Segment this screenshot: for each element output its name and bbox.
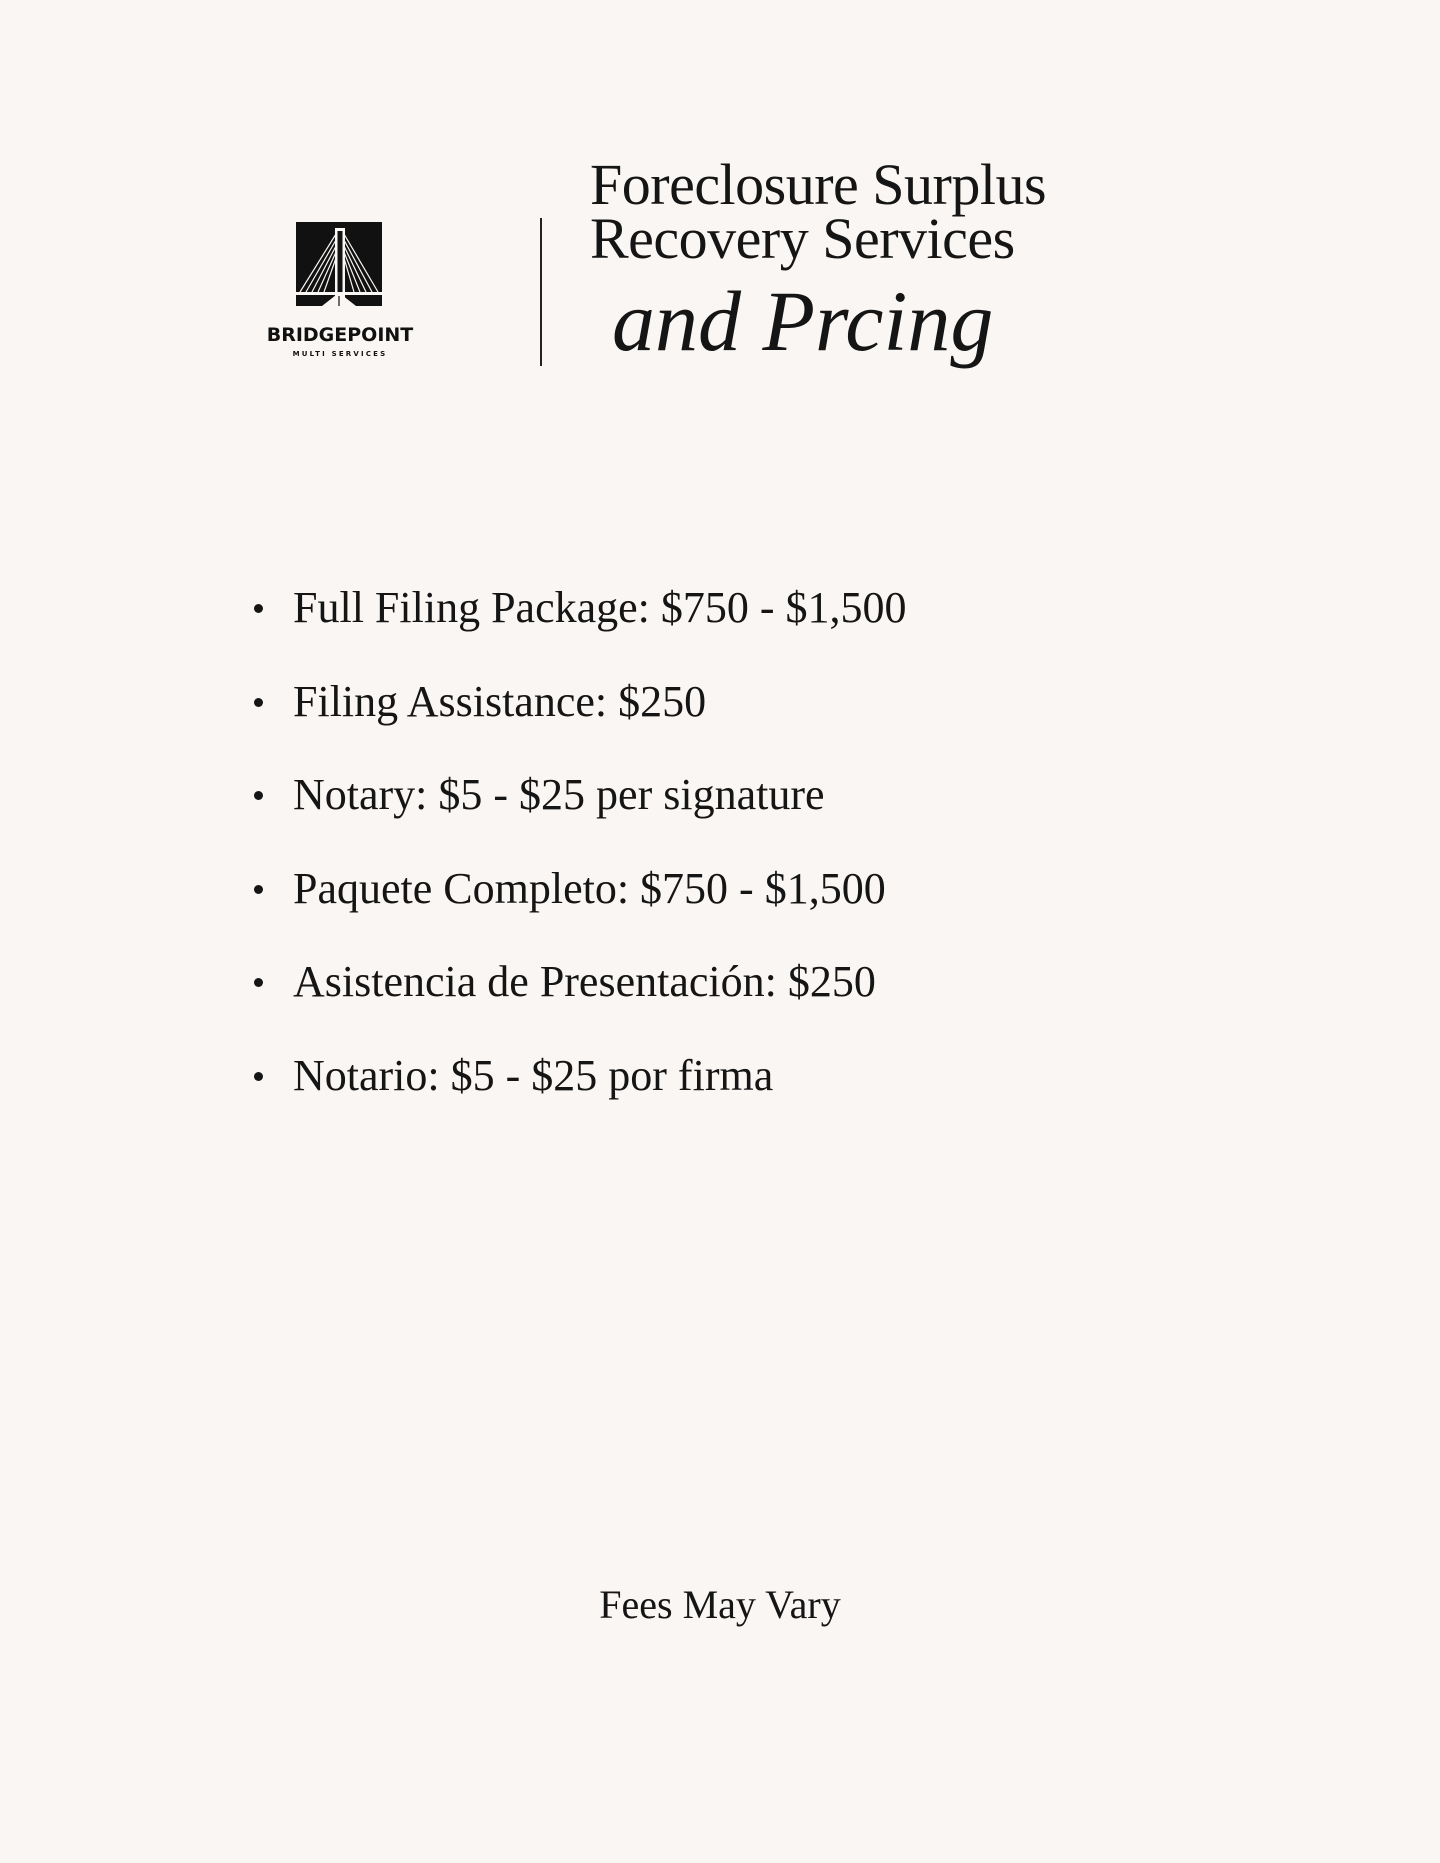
- bullet-icon: [254, 1072, 263, 1081]
- bullet-icon: [254, 604, 263, 613]
- pricing-item-label: Filing Assistance: $250: [293, 676, 707, 726]
- bullet-icon: [254, 885, 263, 894]
- fees-note: Fees May Vary: [599, 1582, 841, 1627]
- page-title-line-1: Foreclosure Surplus: [590, 152, 1047, 217]
- page-title-line-2: Recovery Services: [590, 206, 1015, 271]
- pricing-item-label: Asistencia de Presentación: $250: [293, 957, 876, 1006]
- pricing-item-label: Notario: $5 - $25 por firma: [293, 1050, 774, 1100]
- bullet-icon: [254, 791, 263, 800]
- pricing-item-label: Full Filing Package: $750 - $1,500: [293, 583, 907, 632]
- brand-subtitle: MULTI SERVICES: [292, 350, 388, 358]
- pricing-item-label: Paquete Completo: $750 - $1,500: [293, 863, 886, 913]
- header-divider: [540, 218, 542, 366]
- pricing-item-label: Notary: $5 - $25 per signature: [293, 770, 825, 819]
- brand-name: BRIDGEPOINT: [266, 324, 414, 346]
- bridge-logo-icon: [296, 222, 382, 306]
- bullet-icon: [254, 978, 263, 987]
- page-title-script: and Prcing: [612, 273, 994, 369]
- brand-logo: [262, 220, 422, 370]
- bullet-icon: [254, 698, 263, 707]
